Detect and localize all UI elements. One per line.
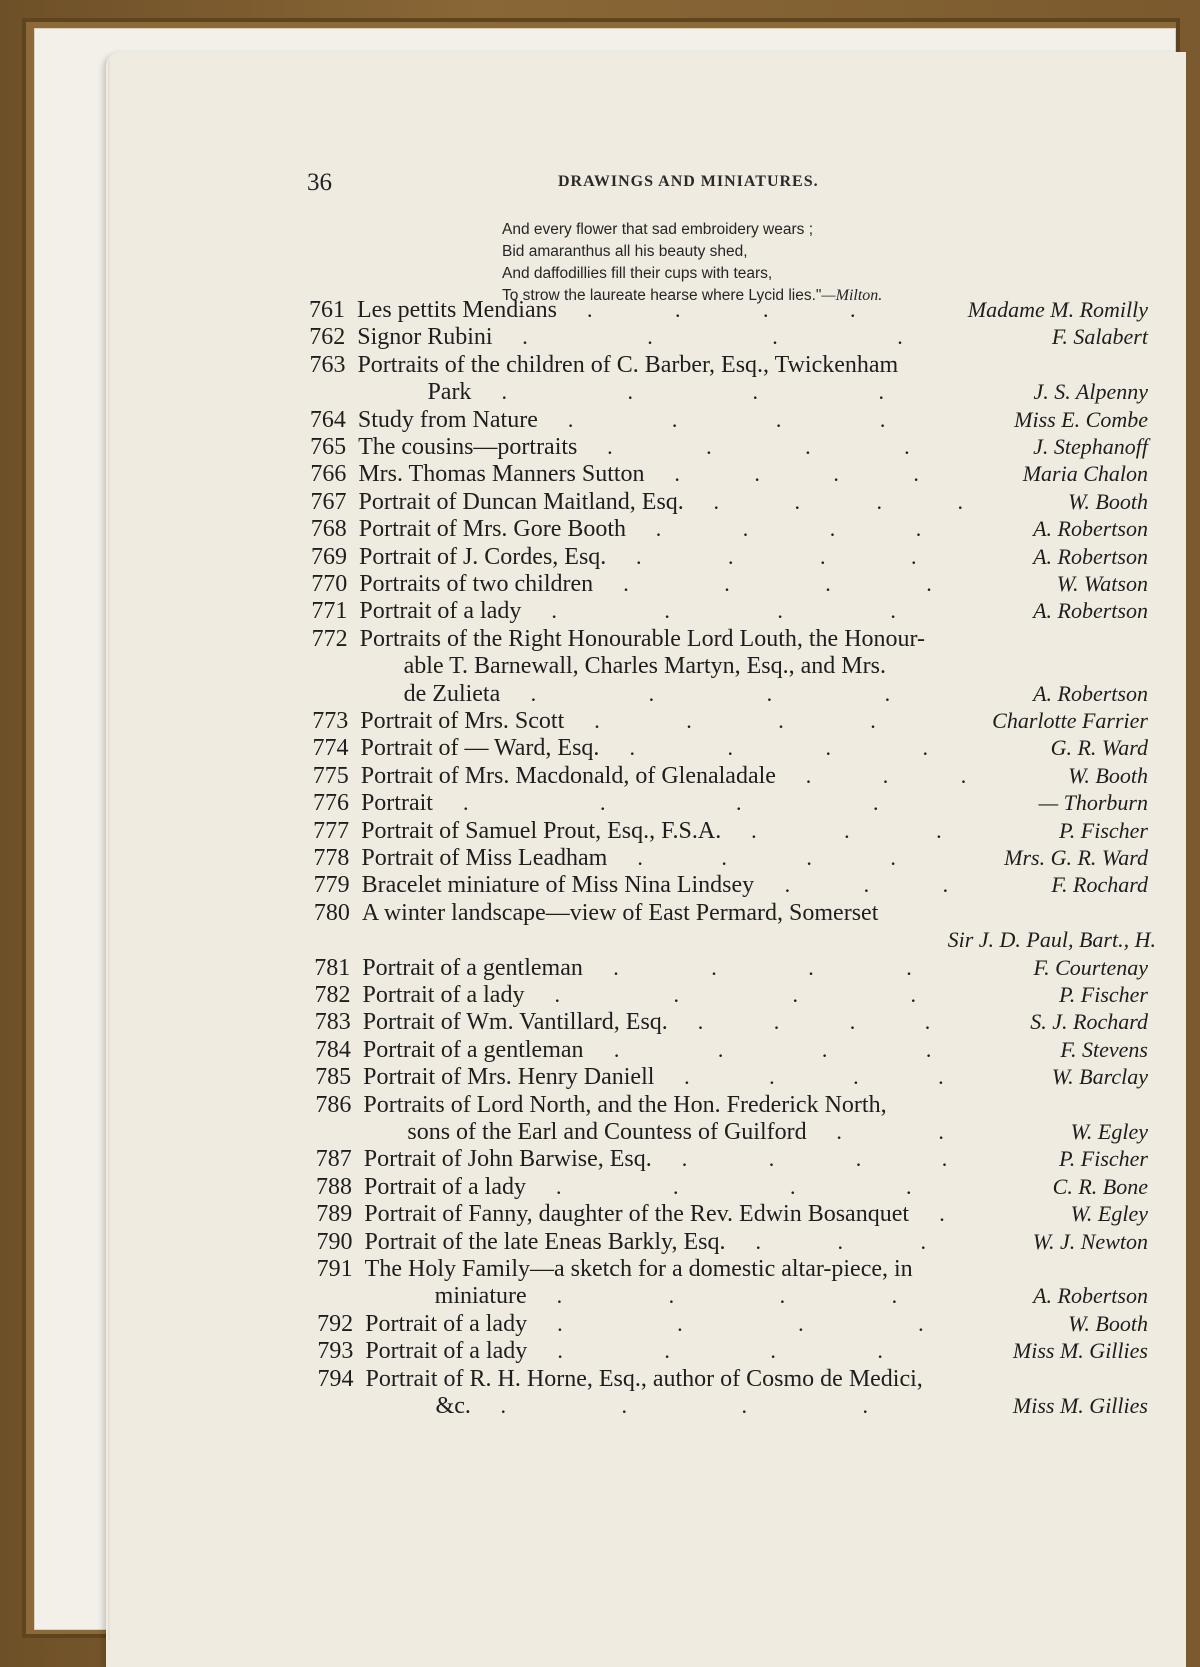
entry-number: 792 [317, 1310, 354, 1337]
leader-dot: . [924, 1009, 931, 1035]
leader-dot: . [664, 598, 670, 624]
leader-dot: . [777, 598, 783, 624]
leader-dot: . [926, 571, 932, 596]
catalogue-entry [310, 406, 1148, 434]
leader-dot: . [697, 1009, 704, 1035]
leader-dot: . [613, 954, 619, 980]
entry-artist: W. Barclay [1051, 1064, 1148, 1090]
entry-title: Portrait of a lady [362, 982, 525, 1008]
leader-dot: . [717, 1036, 724, 1062]
entry-continuation [312, 652, 1148, 680]
entry-number: 790 [316, 1228, 353, 1255]
entry-artist: W. J. Newton [1032, 1228, 1148, 1254]
catalogue-entry [312, 707, 1148, 735]
leader-dot: . [684, 1064, 690, 1090]
leader-dot: . [556, 1283, 563, 1309]
entry-number: 791 [316, 1256, 353, 1282]
leader-dot: . [960, 762, 967, 788]
leader-dot: . [647, 324, 653, 350]
leader-dot: . [913, 461, 919, 487]
leader-dot: . [794, 488, 801, 514]
leader-dot: . [706, 434, 712, 459]
entry-artist: F. Salabert [1051, 324, 1148, 350]
entry-title: Portrait of — Ward, Esq. [360, 735, 600, 762]
entry-continuation [317, 1282, 1148, 1310]
entry-number: 781 [314, 954, 351, 981]
leader-dot: . [724, 571, 730, 596]
catalogue-entry [309, 323, 1148, 351]
leader-dot: . [844, 817, 850, 843]
leader-dot: . [462, 790, 469, 816]
leader-dot: . [607, 434, 613, 459]
entry-title: Study from Nature [357, 406, 538, 433]
entry-artist: Mrs. G. R. Ward [1004, 845, 1148, 870]
leader-dot: . [906, 1173, 912, 1199]
leader-dot: . [500, 1393, 507, 1418]
leader-dot: . [621, 1393, 628, 1418]
leader-dot: . [554, 982, 560, 1007]
entry-number: 775 [312, 762, 349, 789]
entry-artist: J. S. Alpenny [1033, 379, 1148, 405]
entry-title: Les pettits Mendians [357, 297, 557, 323]
leader-dot: . [936, 817, 942, 843]
catalogue-entry [315, 1063, 1148, 1091]
catalogue-entry [316, 1145, 1148, 1173]
leader-dot: . [779, 1283, 786, 1309]
leader-dot: . [876, 488, 883, 514]
entry-number: 763 [309, 351, 346, 378]
entry-title-continued: de Zulieta [403, 680, 501, 707]
entry-artist: A. Robertson [1033, 680, 1148, 706]
entry-artist: A. Robertson [1033, 516, 1148, 542]
entry-title: Portrait of Mrs. Henry Daniell [363, 1064, 655, 1091]
leader-dot: . [833, 461, 839, 487]
entry-number: 777 [313, 817, 350, 844]
entry-continuation [309, 378, 1148, 406]
leader-dot: . [754, 461, 760, 487]
entry-artist: C. R. Bone [1052, 1173, 1148, 1199]
entry-number: 767 [310, 488, 347, 515]
entry-title: Portrait of a lady [365, 1338, 528, 1365]
leader-dot: . [775, 406, 782, 432]
entry-artist: — Thorburn [1038, 790, 1148, 816]
leader-dot: . [711, 954, 717, 980]
entry-title: Portrait of Miss Leadham [361, 845, 608, 871]
catalogue-entry [317, 1337, 1148, 1365]
catalogue-entry [316, 1200, 1148, 1228]
leader-dot: . [599, 790, 606, 816]
leader-dot: . [686, 708, 692, 733]
leader-dot: . [920, 1228, 926, 1254]
leader-dot: . [862, 1393, 869, 1418]
entry-number: 788 [316, 1173, 353, 1200]
entry-title-continued: miniature [434, 1283, 527, 1310]
leader-dot: . [878, 379, 884, 405]
entry-artist: Miss M. Gillies [1012, 1338, 1148, 1364]
leader-dot: . [751, 817, 757, 843]
entry-artist: F. Courtenay [1033, 954, 1148, 980]
entry-artist: F. Rochard [1051, 872, 1148, 898]
catalogue-entry [315, 1036, 1148, 1064]
catalogue-entry [314, 954, 1148, 982]
entry-title: Portrait [360, 790, 433, 817]
catalogue-entry [314, 981, 1148, 1009]
running-head: DRAWINGS AND MINIATURES. [558, 173, 819, 190]
leader-dot: . [627, 379, 633, 405]
entry-artist: P. Fischer [1059, 817, 1148, 843]
leader-dot: . [870, 708, 876, 733]
entry-number: 783 [314, 1009, 351, 1036]
entry-artist-line [314, 926, 1156, 954]
leader-dot: . [668, 1283, 675, 1309]
entry-title: Portrait of R. H. Horne, Esq., author of Cosmo de Medici, [365, 1365, 923, 1392]
catalogue-entry [313, 844, 1148, 872]
leader-dot: . [942, 872, 949, 898]
entry-artist: W. Watson [1056, 571, 1148, 596]
entry-artist: P. Fischer [1059, 1146, 1148, 1172]
leader-dot: . [766, 680, 773, 706]
leader-dot: . [837, 1228, 843, 1254]
leader-dot: . [721, 845, 727, 870]
leader-dot: . [805, 434, 811, 459]
entry-number: 776 [312, 790, 349, 817]
catalogue-entry [317, 1310, 1148, 1338]
leader-dot: . [635, 543, 642, 569]
entry-title: Portrait of Samuel Prout, Esq., F.S.A. [361, 817, 722, 844]
entry-continuation [315, 1118, 1148, 1146]
catalogue-entry [314, 871, 1148, 899]
leader-dot: . [798, 1310, 804, 1336]
entry-artist: A. Robertson [1033, 543, 1148, 569]
leader-dot: . [677, 1310, 683, 1336]
entry-number: 761 [309, 297, 345, 323]
leader-dot: . [742, 516, 749, 542]
entry-artist: Charlotte Farrier [992, 708, 1148, 733]
entry-title: Portraits of two children [359, 571, 594, 597]
catalogue-entry [313, 762, 1148, 790]
catalogue-entry [313, 817, 1148, 845]
leader-dot: . [768, 1146, 775, 1172]
entry-title: Portrait of a lady [365, 1310, 528, 1337]
leader-dot: . [910, 982, 916, 1007]
entry-number: 785 [315, 1064, 352, 1091]
entry-title: Portrait of J. Cordes, Esq. [358, 543, 607, 570]
entry-number: 772 [311, 625, 348, 652]
leader-dot: . [891, 1283, 898, 1309]
catalogue-entry [311, 570, 1148, 598]
catalogue-entry [313, 734, 1148, 762]
entry-number: 786 [315, 1091, 352, 1118]
entry-title: Portrait of Fanny, daughter of the Rev. Edwin Bosanquet [364, 1201, 910, 1228]
leader-dot: . [594, 708, 600, 733]
entry-number: 779 [313, 872, 350, 899]
entry-artist: J. Stephanoff [1033, 434, 1148, 459]
leader-dot: . [906, 954, 912, 980]
leader-dot: . [752, 379, 758, 405]
leader-dot: . [769, 1064, 775, 1090]
entry-title: Portraits of the children of C. Barber, Esq., Twickenham [357, 351, 899, 378]
leader-dot: . [772, 324, 778, 350]
entry-title-continued: &c. [435, 1393, 471, 1419]
leader-dot: . [884, 680, 891, 706]
catalogue-entry [315, 1091, 1168, 1119]
leader-dot: . [673, 982, 679, 1007]
entry-artist: W. Booth [1068, 762, 1148, 788]
leader-dot: . [808, 954, 814, 980]
leader-dot: . [648, 680, 655, 706]
leader-dot: . [735, 790, 742, 816]
leader-dot: . [675, 297, 681, 322]
leader-dot: . [778, 708, 784, 733]
entry-number: 770 [311, 571, 348, 597]
entry-title-continued: able T. Barnewall, Charles Martyn, Esq., and Mrs. [403, 653, 886, 680]
catalogue-entry [315, 1008, 1148, 1036]
entry-number: 793 [317, 1338, 354, 1365]
entry-title: The cousins—portraits [358, 434, 578, 460]
quote-line: And daffodillies fill their cups with tears, [502, 265, 773, 282]
catalogue-entry [314, 899, 1168, 927]
leader-dot: . [853, 1064, 859, 1090]
leader-dot: . [773, 1009, 780, 1035]
entry-title-continued: sons of the Earl and Countess of Guilford [407, 1119, 807, 1145]
quote-last-text: To strow the laureate hearse where Lycid lies." [502, 287, 822, 304]
leader-dot: . [681, 1146, 688, 1172]
entry-title: Portrait of Mrs. Macdonald, of Glenaladale [360, 762, 776, 789]
leader-dot: . [879, 406, 886, 432]
leader-dot: . [922, 735, 928, 761]
leader-dot: . [836, 1119, 842, 1144]
leader-dot: . [805, 762, 812, 788]
leader-dot: . [938, 1119, 944, 1144]
entry-number: 765 [310, 434, 347, 460]
leader-dot: . [915, 516, 922, 542]
leader-dot: . [674, 461, 680, 487]
entry-title: Portrait of Mrs. Gore Booth [358, 516, 627, 543]
entry-artist: Miss M. Gillies [1012, 1393, 1148, 1418]
leader-dot: . [741, 1393, 748, 1418]
leader-dot: . [784, 872, 791, 898]
leader-dot: . [825, 735, 831, 761]
leader-dot: . [910, 543, 917, 569]
page-number: 36 [307, 169, 332, 196]
entry-title: The Holy Family—a sketch for a domestic altar-piece, in [364, 1256, 913, 1282]
entry-title: Portrait of a gentleman [362, 954, 583, 981]
leader-dot: . [522, 324, 528, 350]
leader-dot: . [806, 845, 812, 870]
entry-title: Portrait of a gentleman [362, 1036, 584, 1063]
leader-dot: . [850, 297, 856, 322]
leader-dot: . [890, 845, 896, 870]
entry-artist: W. Egley [1070, 1201, 1148, 1227]
leader-dot: . [673, 1173, 679, 1199]
catalogue-entry [310, 433, 1148, 461]
catalogue-entry [316, 1228, 1148, 1256]
entry-number: 787 [315, 1146, 352, 1173]
entry-title: Portrait of the late Eneas Barkly, Esq. [364, 1228, 726, 1255]
entry-number: 789 [316, 1201, 353, 1228]
entry-artist: W. Booth [1068, 488, 1148, 514]
leader-dot: . [770, 1338, 776, 1364]
leader-dot: . [613, 1036, 620, 1062]
entry-number: 784 [314, 1036, 351, 1063]
leader-dot: . [664, 1338, 670, 1364]
leader-dot: . [671, 406, 678, 432]
entry-number: 782 [314, 982, 351, 1008]
entry-number: 778 [313, 845, 350, 871]
leader-dot: . [501, 379, 507, 405]
entry-continuation [318, 1392, 1148, 1420]
leader-dot: . [655, 516, 662, 542]
entry-artist: W. Egley [1070, 1119, 1148, 1144]
leader-dot: . [792, 982, 798, 1007]
entry-title: Portrait of John Barwise, Esq. [363, 1146, 652, 1173]
entry-continuation [312, 680, 1148, 708]
catalogue-entry [312, 625, 1168, 653]
leader-dot: . [623, 571, 629, 596]
entry-title: Portrait of Mrs. Scott [360, 708, 565, 734]
entry-artist: Madame M. Romilly [967, 297, 1148, 322]
entry-title: Mrs. Thomas Manners Sutton [358, 461, 645, 488]
catalogue-entry [310, 460, 1148, 488]
leader-dot: . [918, 1310, 924, 1336]
entry-title: Portraits of the Right Honourable Lord Louth, the Honour- [359, 625, 926, 652]
leader-dot: . [587, 297, 593, 322]
leader-dot: . [939, 1201, 945, 1227]
leader-dot: . [727, 543, 734, 569]
quote-line: And every flower that sad embroidery wears ; [502, 221, 813, 238]
leader-dot: . [855, 1146, 862, 1172]
entry-number: 768 [310, 516, 347, 543]
entry-number: 773 [312, 708, 349, 734]
leader-dot: . [819, 543, 826, 569]
entry-artist: S. J. Rochard [1030, 1009, 1148, 1035]
leader-dot: . [556, 1173, 562, 1199]
leader-dot: . [713, 488, 720, 514]
entry-title: Portrait of a lady [359, 598, 522, 625]
entry-number: 762 [309, 324, 346, 351]
leader-dot: . [763, 297, 769, 322]
catalogue-entry [311, 488, 1148, 516]
catalogue-entry [309, 351, 1168, 379]
entry-artist: A. Robertson [1033, 1283, 1148, 1309]
leader-dot: . [904, 434, 910, 459]
entry-number: 769 [310, 543, 347, 570]
catalogue-entry [311, 515, 1148, 543]
leader-dot: . [790, 1173, 796, 1199]
leader-dot: . [825, 571, 831, 596]
entry-number: 766 [310, 461, 347, 488]
entry-title: Bracelet miniature of Miss Nina Lindsey [361, 872, 755, 899]
leader-dot: . [882, 762, 889, 788]
entry-number: 794 [317, 1365, 354, 1392]
catalogue-entry [311, 543, 1148, 571]
leader-dot: . [551, 598, 557, 624]
leader-dot: . [849, 1009, 856, 1035]
catalogue-entry [311, 597, 1148, 625]
entry-title-continued: Park [427, 379, 472, 406]
leader-dot: . [821, 1036, 828, 1062]
leader-dot: . [567, 406, 574, 432]
entry-title: Portrait of Duncan Maitland, Esq. [358, 488, 684, 515]
entry-artist: W. Booth [1068, 1310, 1148, 1336]
catalogue-entry [316, 1173, 1148, 1201]
leader-dot: . [629, 735, 635, 761]
leader-dot: . [957, 488, 964, 514]
leader-dot: . [727, 735, 733, 761]
catalogue-entry [313, 789, 1148, 817]
entry-artist: Maria Chalon [1022, 461, 1148, 487]
entry-artist: Miss E. Combe [1014, 406, 1148, 432]
leader-dot: . [897, 324, 903, 350]
entry-number: 774 [312, 735, 349, 762]
entry-artist: A. Robertson [1033, 598, 1148, 624]
leader-dot: . [872, 790, 879, 816]
leader-dot: . [890, 598, 896, 624]
quote-line: Bid amaranthus all his beauty shed, [502, 243, 748, 260]
catalogue-entry [309, 296, 1148, 324]
entry-title: Portrait of a lady [364, 1173, 526, 1200]
entry-title: Portraits of Lord North, and the Hon. Frederick North, [363, 1091, 887, 1118]
entry-artist: P. Fischer [1059, 982, 1148, 1007]
entry-title: Signor Rubini [357, 324, 493, 351]
leader-dot: . [557, 1310, 563, 1336]
leader-dot: . [863, 872, 870, 898]
leader-dot: . [755, 1228, 761, 1254]
entry-title: A winter landscape—view of East Permard, Somerset [361, 899, 879, 926]
entry-number: 771 [311, 598, 348, 625]
entry-artist: Sir J. D. Paul, Bart., H. [947, 927, 1156, 953]
entry-artist: F. Stevens [1060, 1036, 1148, 1062]
catalogue-entry [318, 1365, 1168, 1393]
leader-dot: . [941, 1146, 948, 1172]
entry-number: 780 [313, 899, 350, 926]
entry-number: 764 [309, 406, 346, 433]
leader-dot: . [938, 1064, 944, 1090]
leader-dot: . [829, 516, 836, 542]
leader-dot: . [637, 845, 643, 870]
catalogue-entry [317, 1255, 1168, 1283]
leader-dot: . [557, 1338, 563, 1364]
entry-artist: G. R. Ward [1050, 735, 1148, 761]
quote-attribution: —Milton. [821, 287, 883, 304]
entry-title: Portrait of Wm. Vantillard, Esq. [362, 1009, 668, 1036]
leader-dot: . [877, 1338, 883, 1364]
leader-dot: . [925, 1036, 932, 1062]
leader-dot: . [530, 680, 537, 706]
